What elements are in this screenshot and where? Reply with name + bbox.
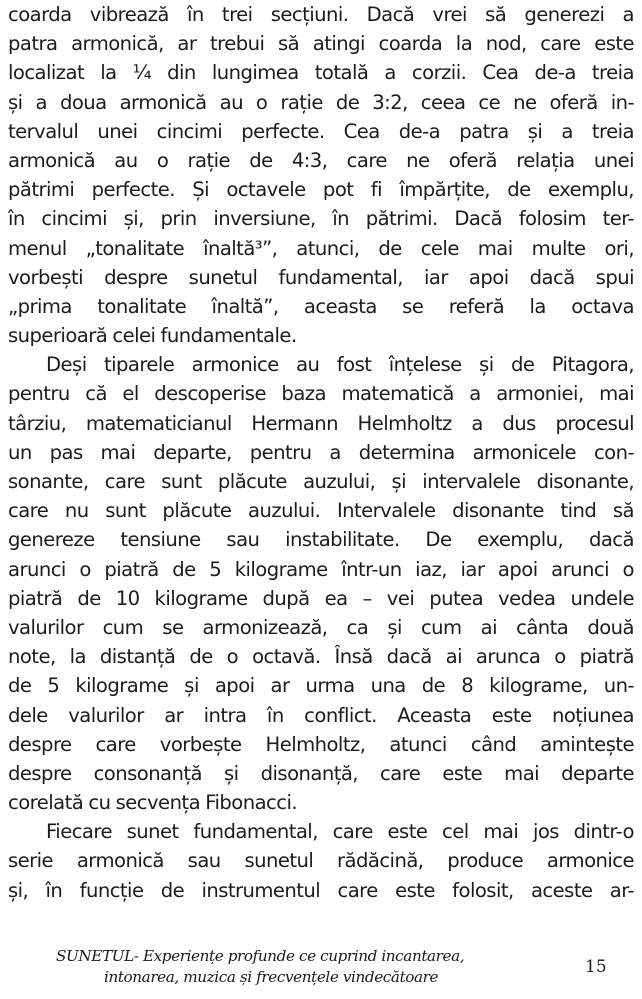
text-line: [8, 292, 634, 321]
text-line: [8, 876, 634, 905]
text-line-content: un pas mai departe, pentru a determina armonicele con-: [8, 440, 634, 464]
text-line: [8, 0, 634, 29]
text-line: [8, 642, 634, 671]
page-number: 15: [585, 957, 607, 977]
paragraph-p1: [8, 0, 634, 350]
text-line: [8, 379, 634, 408]
footer-title-line-1: SUNETUL- Experiențe profunde ce cuprind incantarea,: [56, 947, 465, 965]
text-line: [8, 846, 634, 875]
text-line-content: Fiecare sunet fundamental, care este cel mai jos dintr-o: [46, 820, 634, 844]
page-footer: [0, 946, 642, 996]
text-line: [8, 409, 634, 438]
running-footer-title: [56, 946, 526, 988]
text-line: [8, 467, 634, 496]
text-line-content: arunci o piatră de 5 kilograme într-un iaz, iar apoi arunci o: [8, 557, 634, 581]
text-line: [8, 788, 634, 817]
text-line-content: sonante, care sunt plăcute auzului, și intervalele disonante,: [8, 470, 634, 493]
text-line-content: Deși tiparele armonice au fost înțelese și de Pitagora,: [46, 353, 634, 377]
text-line: [8, 555, 634, 584]
text-line-content: despre care vorbește Helmholtz, atunci când amintește: [8, 732, 634, 756]
text-line: [8, 613, 634, 642]
text-line-content: vorbești despre sunetul fundamental, iar apoi dacă spui: [8, 265, 634, 289]
text-line: [8, 701, 634, 730]
text-line: [8, 584, 634, 613]
text-line-content: piatră de 10 kilograme după ea – vei putea vedea undele: [8, 586, 634, 610]
text-line-content: serie armonică sau sunetul rădăcină, produce armonice: [8, 849, 634, 873]
paragraph-p2: [8, 350, 634, 817]
book-page: [8, 0, 634, 905]
text-line: [8, 234, 634, 263]
text-line: [8, 817, 634, 846]
text-line-content: și, în funcție de instrumentul care este folosit, aceste ar-: [8, 878, 634, 902]
text-line-content: și a doua armonică au o rație de 3:2, ceea ce ne oferă in-: [8, 90, 634, 114]
text-line-content: menul „tonalitate înaltă³”, atunci, de cele mai multe ori,: [8, 236, 634, 260]
text-line-content: note, la distanță de o octavă. Însă dacă ai arunca o piatră: [8, 645, 634, 669]
text-line-content: coarda vibrează în trei secțiuni. Dacă vrei să generezi a: [8, 3, 634, 26]
text-line-content: localizat la ¼ din lungimea totală a corzii. Cea de-a treia: [8, 61, 634, 85]
text-line-content: armonică au o rație de 4:3, care ne oferă relația unei: [8, 148, 634, 172]
text-line: [8, 88, 634, 117]
text-line: [8, 350, 634, 379]
text-line: [8, 438, 634, 467]
text-line: [8, 496, 634, 525]
text-line: [8, 321, 634, 350]
text-line-content: care nu sunt plăcute auzului. Intervalele disonante tind să: [8, 499, 634, 523]
text-line: [8, 204, 634, 233]
text-line-content: de 5 kilograme și apoi ar urma una de 8 kilograme, un-: [8, 674, 634, 698]
text-line: [8, 29, 634, 58]
text-line-content: valurilor cum se armonizează, ca și cum ai cânta două: [8, 615, 634, 639]
text-line: [8, 525, 634, 554]
text-line: [8, 146, 634, 175]
text-line: [8, 730, 634, 759]
text-line-content: „prima tonalitate înaltă”, aceasta se referă la octava: [8, 294, 634, 318]
footer-title-line-2: intonarea, muzica și frecvențele vindecătoare: [104, 968, 439, 986]
text-line: [8, 117, 634, 146]
text-line: [8, 263, 634, 292]
text-line-content: patra armonică, ar trebui să atingi coarda la nod, care este: [8, 32, 634, 56]
body-text: [8, 0, 634, 905]
paragraph-p3: [8, 817, 634, 905]
text-line-content: despre consonanță și disonanță, care este mai departe: [8, 761, 634, 785]
text-line-content: corelată cu secvența Fibonacci.: [8, 791, 298, 815]
text-line-content: dele valurilor ar intra în conflict. Aceasta este noțiunea: [8, 703, 634, 727]
text-line-content: târziu, matematicianul Hermann Helmholtz a dus procesul: [8, 411, 634, 435]
text-line-content: pentru că el descoperise baza matematică a armoniei, mai: [8, 382, 634, 406]
text-line-content: genereze tensiune sau instabilitate. De exemplu, dacă: [8, 528, 634, 552]
text-line-content: tervalul unei cincimi perfecte. Cea de-a patra și a treia: [8, 119, 634, 143]
text-line-content: superioară celei fundamentale.: [8, 324, 297, 348]
text-line: [8, 58, 634, 87]
text-line: [8, 175, 634, 204]
text-line: [8, 671, 634, 700]
text-line-content: pătrimi perfecte. Și octavele pot fi împărțite, de exemplu,: [8, 178, 634, 202]
text-line: [8, 759, 634, 788]
text-line-content: în cincimi și, prin inversiune, în pătrimi. Dacă folosim ter-: [8, 207, 634, 231]
